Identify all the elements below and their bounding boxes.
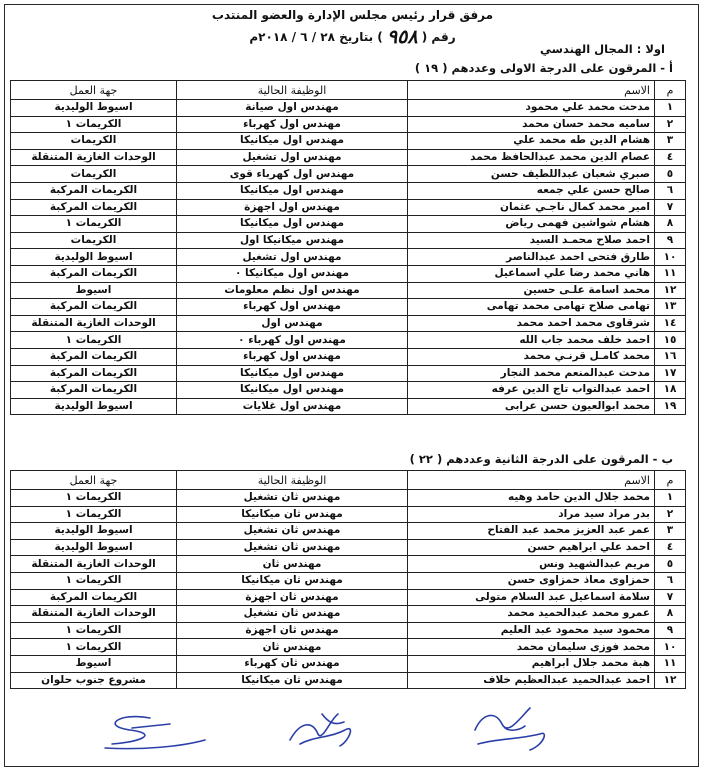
- workplace: الكريمات المركبة: [11, 199, 177, 216]
- employee-name: هبة محمد جلال ابراهيم: [408, 655, 655, 672]
- workplace: اسيوط الوليدية: [11, 398, 177, 415]
- table-row: [11, 382, 686, 399]
- workplace: الكريمات ١: [11, 116, 177, 133]
- workplace: الكريمات المركبة: [11, 365, 177, 382]
- row-index: ١٤: [655, 315, 686, 332]
- table-row: [11, 182, 686, 199]
- current-job: مهندس اول كهرباء: [177, 116, 408, 133]
- workplace: الكريمات المركبة: [11, 382, 177, 399]
- table-row: [11, 490, 686, 507]
- employee-name: ساميه محمد حسان محمد: [408, 116, 655, 133]
- col-header-index: م: [655, 81, 686, 100]
- table-row: [11, 589, 686, 606]
- workplace: الوحدات الغازية المتنقلة: [11, 149, 177, 166]
- row-index: ٤: [655, 539, 686, 556]
- row-index: ٣: [655, 133, 686, 150]
- current-job: مهندس اول نظم معلومات: [177, 282, 408, 299]
- current-job: مهندس ثان تشغيل: [177, 490, 408, 507]
- table-row: [11, 398, 686, 415]
- current-job: مهندس اول كهرباء: [177, 299, 408, 316]
- col-header-index: م: [655, 471, 686, 490]
- table-row: [11, 539, 686, 556]
- table-first-grade: [10, 80, 686, 415]
- workplace: مشروع جنوب حلوان: [11, 672, 177, 689]
- employee-name: محمد كامـل قرنـي محمد: [408, 348, 655, 365]
- employee-name: تهامى صلاح تهامى محمد تهامى: [408, 299, 655, 316]
- workplace: اسيوط الوليدية: [11, 523, 177, 540]
- current-job: مهندس اول: [177, 315, 408, 332]
- row-index: ١٢: [655, 282, 686, 299]
- workplace: الكريمات المركبة: [11, 348, 177, 365]
- workplace: اسيوط الوليدية: [11, 100, 177, 117]
- employee-name: عصام الدين محمد عبدالحافظ محمد: [408, 149, 655, 166]
- row-index: ٤: [655, 149, 686, 166]
- employee-name: حمزاوى معاذ حمزاوى حسن: [408, 572, 655, 589]
- workplace: الكريمات ١: [11, 639, 177, 656]
- table-row: [11, 133, 686, 150]
- row-index: ١: [655, 490, 686, 507]
- current-job: مهندس ثان اجهزة: [177, 622, 408, 639]
- table-header-row: [11, 471, 686, 490]
- row-index: ٩: [655, 622, 686, 639]
- current-job: مهندس ثان ميكانيكا: [177, 506, 408, 523]
- row-index: ٨: [655, 216, 686, 233]
- row-index: ١٦: [655, 348, 686, 365]
- workplace: الكريمات ١: [11, 490, 177, 507]
- row-index: ٥: [655, 166, 686, 183]
- employee-name: محمد جلال الدين حامد وهيه: [408, 490, 655, 507]
- signatures: [0, 700, 705, 760]
- employee-name: عمرو محمد عبدالحميد محمد: [408, 606, 655, 623]
- row-index: ٥: [655, 556, 686, 573]
- current-job: مهندس اول تشغيل: [177, 149, 408, 166]
- table-row: [11, 282, 686, 299]
- current-job: مهندس اول ميكانيكا: [177, 182, 408, 199]
- employee-name: هاني محمد رضا علي اسماعيل: [408, 265, 655, 282]
- workplace: الكريمات: [11, 232, 177, 249]
- current-job: مهندس ثان تشغيل: [177, 523, 408, 540]
- row-index: ٦: [655, 182, 686, 199]
- employee-name: عمر عبد العزيز محمد عبد الفتاح: [408, 523, 655, 540]
- table-row: [11, 265, 686, 282]
- row-index: ١١: [655, 655, 686, 672]
- table-a-title: أ - المرقون على الدرجة الاولى وعددهم ( ١٩ ): [414, 61, 673, 75]
- table-row: [11, 216, 686, 233]
- row-index: ٦: [655, 572, 686, 589]
- row-index: ٧: [655, 199, 686, 216]
- current-job: مهندس ثان ميكانيكا: [177, 572, 408, 589]
- employee-name: احمد عبدالحميد عبدالعظيم خلاف: [408, 672, 655, 689]
- col-header-workplace: جهة العمل: [11, 471, 177, 490]
- employee-name: احمد عبدالتواب تاج الدين عرفه: [408, 382, 655, 399]
- table-row: [11, 232, 686, 249]
- workplace: الكريمات: [11, 133, 177, 150]
- employee-name: هشام شواشين فهمى رياض: [408, 216, 655, 233]
- col-header-job: الوظيفة الحالية: [177, 471, 408, 490]
- current-job: مهندس ثان اجهزة: [177, 589, 408, 606]
- current-job: مهندس ثان كهرباء: [177, 655, 408, 672]
- table-row: [11, 523, 686, 540]
- employee-name: احمد خلف محمد جاب الله: [408, 332, 655, 349]
- employee-name: صبري شعبان عبداللطيف حسن: [408, 166, 655, 183]
- workplace: الوحدات الغازية المتنقلة: [11, 556, 177, 573]
- signature-right: [475, 708, 544, 750]
- employee-name: مدحت عبدالمنعم محمد النجار: [408, 365, 655, 382]
- col-header-name: الاسم: [408, 471, 655, 490]
- workplace: الكريمات ١: [11, 622, 177, 639]
- employee-name: محمود سيد محمود عبد العليم: [408, 622, 655, 639]
- row-index: ٧: [655, 589, 686, 606]
- table-header-row: [11, 81, 686, 100]
- col-header-name: الاسم: [408, 81, 655, 100]
- employee-name: طارق فتحى احمد عبدالناصر: [408, 249, 655, 266]
- employee-name: صالح حسن علي جمعه: [408, 182, 655, 199]
- table-row: [11, 348, 686, 365]
- employee-name: محمد اسامة علـى حسين: [408, 282, 655, 299]
- signature-left: [105, 717, 205, 749]
- table-row: [11, 622, 686, 639]
- current-job: مهندس اول غلايات: [177, 398, 408, 415]
- workplace: الكريمات المركبة: [11, 265, 177, 282]
- current-job: مهندس اول كهرباء ٠: [177, 332, 408, 349]
- workplace: الكريمات: [11, 166, 177, 183]
- current-job: مهندس اول ميكانيكا: [177, 382, 408, 399]
- employee-name: بدر مراد سيد مراد: [408, 506, 655, 523]
- table-row: [11, 672, 686, 689]
- table-row: [11, 166, 686, 183]
- workplace: الكريمات ١: [11, 216, 177, 233]
- col-header-job: الوظيفة الحالية: [177, 81, 408, 100]
- employee-name: شرقاوى محمد احمد محمد: [408, 315, 655, 332]
- employee-name: احمد علي ابراهيم حسن: [408, 539, 655, 556]
- table-row: [11, 199, 686, 216]
- workplace: اسيوط الوليدية: [11, 539, 177, 556]
- workplace: الكريمات المركبة: [11, 299, 177, 316]
- workplace: اسيوط: [11, 655, 177, 672]
- table-row: [11, 572, 686, 589]
- workplace: اسيوط: [11, 282, 177, 299]
- table-second-grade: [10, 470, 686, 689]
- document-title: مرفق قرار رئيس مجلس الإدارة والعضو المنتدب: [211, 8, 494, 22]
- row-index: ٢: [655, 116, 686, 133]
- table-row: [11, 639, 686, 656]
- table-row: [11, 365, 686, 382]
- current-job: مهندس ثان: [177, 556, 408, 573]
- col-header-workplace: جهة العمل: [11, 81, 177, 100]
- row-index: ١٢: [655, 672, 686, 689]
- handwritten-decision-number: ٩٥٨: [386, 26, 418, 48]
- workplace: الكريمات ١: [11, 572, 177, 589]
- table-row: [11, 149, 686, 166]
- signature-middle: [290, 714, 350, 746]
- row-index: ١٨: [655, 382, 686, 399]
- row-index: ١: [655, 100, 686, 117]
- employee-name: امير محمد كمال ناجـي عثمان: [408, 199, 655, 216]
- row-index: ١٣: [655, 299, 686, 316]
- row-index: ١١: [655, 265, 686, 282]
- table-row: [11, 606, 686, 623]
- section-title: اولا : المجال الهندسي: [540, 42, 665, 56]
- current-job: مهندس ثان: [177, 639, 408, 656]
- current-job: مهندس اول ميكانيكا: [177, 365, 408, 382]
- current-job: مهندس اول ميكانيكا ٠: [177, 265, 408, 282]
- row-index: ١٠: [655, 639, 686, 656]
- employee-name: مريم عبدالشهيد ونس: [408, 556, 655, 573]
- workplace: الكريمات المركبة: [11, 589, 177, 606]
- current-job: مهندس ثان تشغيل: [177, 606, 408, 623]
- current-job: مهندس اول ميكانيكا: [177, 216, 408, 233]
- table-row: [11, 556, 686, 573]
- workplace: الوحدات الغازية المتنقلة: [11, 315, 177, 332]
- workplace: الوحدات الغازية المتنقلة: [11, 606, 177, 623]
- employee-name: هشام الدين طه محمد علي: [408, 133, 655, 150]
- row-index: ٣: [655, 523, 686, 540]
- table-row: [11, 506, 686, 523]
- row-index: ١٥: [655, 332, 686, 349]
- row-index: ٩: [655, 232, 686, 249]
- table-row: [11, 332, 686, 349]
- current-job: مهندس ثان ميكانيكا: [177, 672, 408, 689]
- row-index: ١٩: [655, 398, 686, 415]
- employee-name: مدحت محمد علي محمود: [408, 100, 655, 117]
- row-index: ١٧: [655, 365, 686, 382]
- current-job: مهندس اول اجهزة: [177, 199, 408, 216]
- workplace: الكريمات ١: [11, 332, 177, 349]
- row-index: ٢: [655, 506, 686, 523]
- workplace: الكريمات المركبة: [11, 182, 177, 199]
- table-row: [11, 299, 686, 316]
- employee-name: محمد فوزى سليمان محمد: [408, 639, 655, 656]
- current-job: مهندس اول كهرباء قوى: [177, 166, 408, 183]
- employee-name: محمد ابوالعيون حسن عرابى: [408, 398, 655, 415]
- current-job: مهندس ثان تشغيل: [177, 539, 408, 556]
- table-row: [11, 100, 686, 117]
- table-row: [11, 655, 686, 672]
- table-row: [11, 249, 686, 266]
- workplace: اسيوط الوليدية: [11, 249, 177, 266]
- row-index: ٨: [655, 606, 686, 623]
- current-job: مهندس اول تشغيل: [177, 249, 408, 266]
- workplace: الكريمات ١: [11, 506, 177, 523]
- current-job: مهندس اول صيانة: [177, 100, 408, 117]
- table-row: [11, 116, 686, 133]
- employee-name: سلامة اسماعيل عبد السلام متولى: [408, 589, 655, 606]
- current-job: مهندس ميكانيكا اول: [177, 232, 408, 249]
- current-job: مهندس اول ميكانيكا: [177, 133, 408, 150]
- table-b-title: ب - المرقون على الدرجة الثانية وعددهم ( ٢٢ ): [409, 452, 673, 466]
- decision-number-line: رقم ( ٩٥٨ ) بتاريخ ٢٨ / ٦ / ٢٠١٨م: [249, 26, 456, 48]
- table-row: [11, 315, 686, 332]
- employee-name: احمد صلاح محمـد السيد: [408, 232, 655, 249]
- row-index: ١٠: [655, 249, 686, 266]
- current-job: مهندس اول كهرباء: [177, 348, 408, 365]
